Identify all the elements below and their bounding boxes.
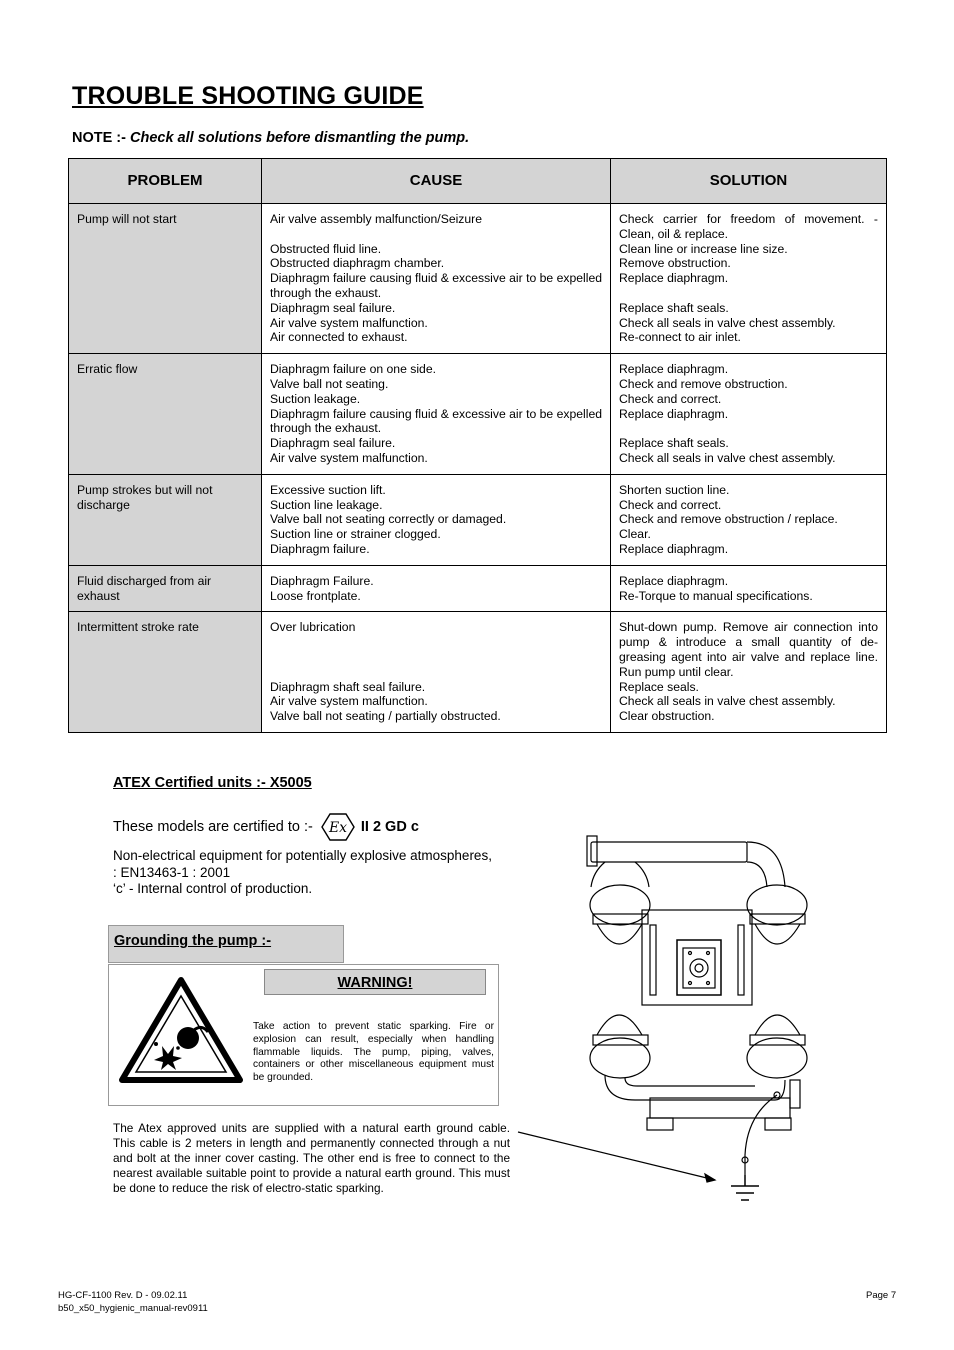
solution-line: Replace diaphragm. xyxy=(619,541,729,556)
cause-line: Air valve system malfunction. xyxy=(270,694,428,709)
cause-line: Air connected to exhaust. xyxy=(270,330,408,345)
table-header-row xyxy=(69,159,887,204)
warning-text: Take action to prevent static sparking. Fire or explosion can result, especially when handling flammable liquids. The pump, piping, valves, containers or other miscellaneous equipment must be grounded. xyxy=(253,1021,494,1084)
solution-line: Replace seals. xyxy=(619,679,699,694)
cause-line: Diaphragm seal failure. xyxy=(270,436,396,451)
cause-line: Suction leakage. xyxy=(270,391,361,406)
solution-line xyxy=(619,421,878,436)
warning-label: WARNING! xyxy=(264,969,486,995)
cause-line: Air valve assembly malfunction/Seizure xyxy=(270,212,483,226)
solution-line: Re-connect to air inlet. xyxy=(619,330,741,345)
atex-details xyxy=(113,848,492,898)
ex-atex-icon xyxy=(321,812,355,842)
cause-cell xyxy=(262,204,611,354)
note-prefix: NOTE :- xyxy=(72,130,130,146)
troubleshooting-table xyxy=(68,158,887,733)
cause-line: Valve ball not seating correctly or damaged. xyxy=(270,512,507,527)
footer-file: b50_x50_hygienic_manual-rev0911 xyxy=(58,1302,208,1314)
solution-line: Check all seals in valve chest assembly. xyxy=(619,694,836,709)
problem-cell: Intermittent stroke rate xyxy=(69,612,262,733)
cause-line: Suction line or strainer clogged. xyxy=(270,527,441,542)
atex-line: Non-electrical equipment for potentially explosive atmospheres, xyxy=(113,848,492,863)
solution-line: Replace diaphragm. xyxy=(619,362,729,377)
cable-text: The Atex approved units are supplied with a natural earth ground cable. This cable is 2 meters in length and permanently connected through a nut and bolt at the inner cover casting. The other end is free to connect to the nearest available suitable point to provide a natural earth ground. This must be done to reduce the risk of electro-static sparking. xyxy=(113,1121,510,1195)
cause-cell xyxy=(262,612,611,733)
cause-cell xyxy=(262,474,611,565)
table-row xyxy=(69,474,887,565)
solution-line: Remove obstruction. xyxy=(619,256,731,271)
pump-diagram xyxy=(515,830,815,1210)
cause-cell xyxy=(262,354,611,475)
cause-line: Diaphragm failure causing fluid & excessive air to be expelled through the exhaust. xyxy=(270,406,602,436)
cause-line xyxy=(270,635,602,650)
atex-heading: ATEX Certified units :- X5005 xyxy=(113,775,312,791)
cause-line: Diaphragm shaft seal failure. xyxy=(270,679,426,694)
earth-ground-icon xyxy=(731,1175,759,1200)
solution-cell xyxy=(611,565,887,612)
cause-line: Suction line leakage. xyxy=(270,497,383,512)
solution-line: Re-Torque to manual specifications. xyxy=(619,588,813,603)
header-problem: PROBLEM xyxy=(69,159,262,204)
problem-cell: Pump will not start xyxy=(69,204,262,354)
table-row xyxy=(69,565,887,612)
grounding-heading-box xyxy=(108,925,344,963)
problem-cell: Pump strokes but will not discharge xyxy=(69,474,262,565)
certified-mark: II 2 GD c xyxy=(360,819,419,835)
solution-line: Clean line or increase line size. xyxy=(619,241,788,256)
page-title: TROUBLE SHOOTING GUIDE xyxy=(72,82,424,110)
atex-certification xyxy=(113,812,419,842)
solution-line: Replace diaphragm. xyxy=(619,271,729,286)
cause-line: Diaphragm seal failure. xyxy=(270,300,396,315)
solution-line: Shut-down pump. Remove air connection into pump & introduce a small quantity of de-greasing agent into air valve and replace line. Run pump until clear. xyxy=(619,620,878,679)
solution-line: Replace diaphragm. xyxy=(619,406,729,421)
cause-line: Diaphragm failure causing fluid & excessive air to be expelled through the exhaust. xyxy=(270,271,602,300)
solution-line: Check and correct. xyxy=(619,391,722,406)
cause-line xyxy=(270,650,602,665)
cause-line: Over lubrication xyxy=(270,620,356,635)
problem-cell: Erratic flow xyxy=(69,354,262,475)
cause-line: Air valve system malfunction. xyxy=(270,450,428,465)
footer-doc-rev: HG-CF-1100 Rev. D - 09.02.11 xyxy=(58,1290,188,1301)
solution-line: Replace shaft seals. xyxy=(619,436,729,451)
solution-cell xyxy=(611,612,887,733)
cause-line: Valve ball not seating. xyxy=(270,376,389,391)
solution-cell xyxy=(611,354,887,475)
solution-cell xyxy=(611,474,887,565)
solution-line: Clear. xyxy=(619,527,651,542)
header-cause: CAUSE xyxy=(262,159,611,204)
table-body xyxy=(69,204,887,733)
cause-line: Valve ball not seating / partially obstructed. xyxy=(270,709,501,724)
solution-cell xyxy=(611,204,887,354)
solution-line: Shorten suction line. xyxy=(619,482,730,497)
table-row xyxy=(69,612,887,733)
grounding-heading: Grounding the pump :- xyxy=(114,933,272,949)
solution-line: Check and correct. xyxy=(619,497,722,512)
cause-line: Loose frontplate. xyxy=(270,588,361,603)
cause-line xyxy=(270,227,602,242)
cause-line: Diaphragm failure. xyxy=(270,541,370,556)
solution-line: Check and remove obstruction / replace. xyxy=(619,512,838,527)
certified-label: These models are certified to :- xyxy=(113,819,313,835)
solution-line: Replace diaphragm. xyxy=(619,573,729,588)
solution-line: Check carrier for freedom of movement. - Clean, oil & replace. xyxy=(619,212,878,241)
ex-symbol: Ex xyxy=(328,820,347,836)
note-text: Check all solutions before dismantling the pump. xyxy=(130,130,470,146)
explosion-warning-icon xyxy=(118,974,244,1086)
solution-line: Clear obstruction. xyxy=(619,709,715,724)
table-row xyxy=(69,354,887,475)
solution-line: Check all seals in valve chest assembly. xyxy=(619,315,836,330)
solution-line xyxy=(619,286,878,301)
cause-line: Diaphragm failure on one side. xyxy=(270,362,436,377)
footer-left xyxy=(58,1290,208,1315)
header-solution: SOLUTION xyxy=(611,159,887,204)
cause-cell xyxy=(262,565,611,612)
atex-line: : EN13463-1 : 2001 xyxy=(113,864,231,880)
cause-line: Diaphragm Failure. xyxy=(270,573,374,588)
note xyxy=(72,130,469,146)
cause-line: Obstructed fluid line. xyxy=(270,241,382,256)
cause-line: Obstructed diaphragm chamber. xyxy=(270,256,445,271)
page-number: Page 7 xyxy=(866,1290,897,1301)
cause-line xyxy=(270,665,602,680)
solution-line: Check all seals in valve chest assembly. xyxy=(619,450,836,465)
table-row xyxy=(69,204,887,354)
solution-line: Check and remove obstruction. xyxy=(619,376,788,391)
cause-line: Air valve system malfunction. xyxy=(270,315,428,330)
cause-line: Excessive suction lift. xyxy=(270,482,386,497)
atex-line: ‘c’ - Internal control of production. xyxy=(113,881,313,896)
solution-line: Replace shaft seals. xyxy=(619,300,729,315)
problem-cell: Fluid discharged from air exhaust xyxy=(69,565,262,612)
